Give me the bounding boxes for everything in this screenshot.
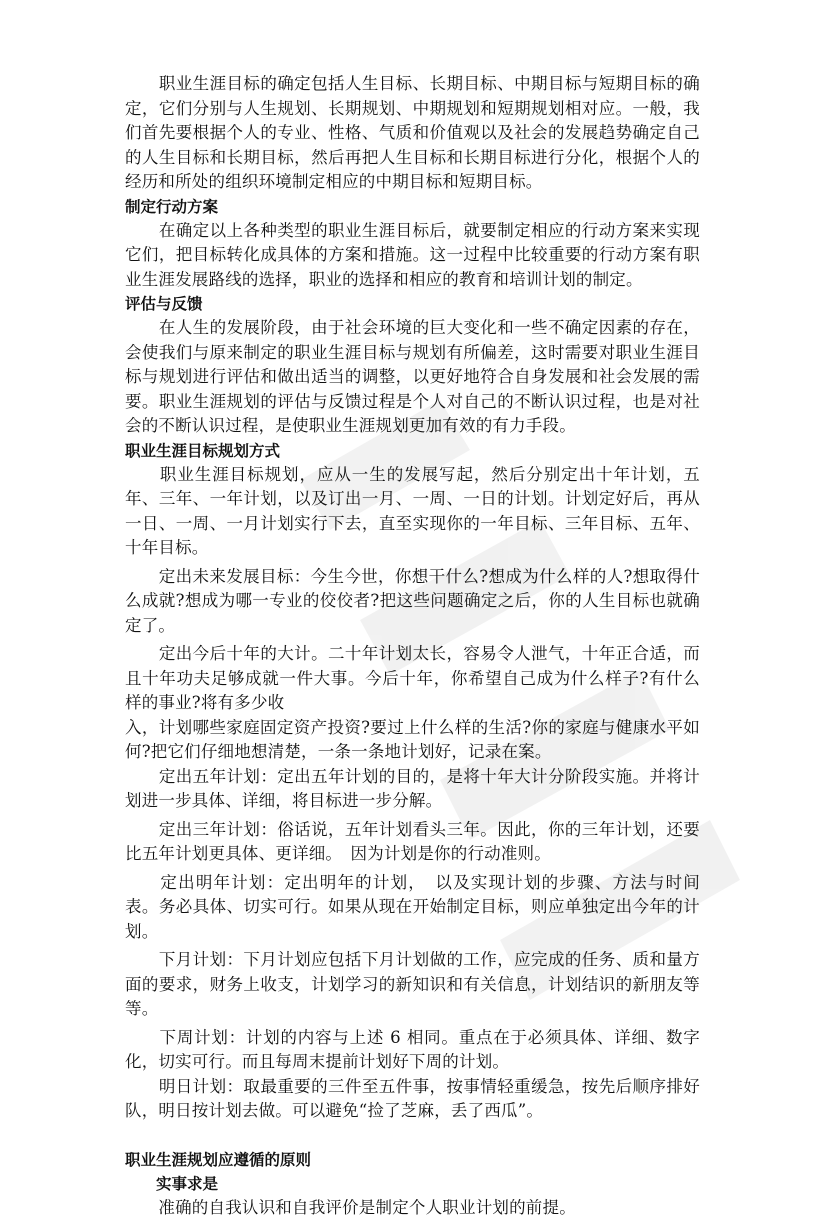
paragraph-three-year-plan: 定出三年计划：俗话说，五年计划看头三年。因此，你的三年计划，还要比五年计划更具体、更详细。 因为计划是你的行动准则。 (125, 818, 700, 867)
paragraph-self-assessment: 准确的自我认识和自我评价是制定个人职业计划的前提。 (125, 1196, 700, 1220)
paragraph-ten-year-plan-a: 定出今后十年的大计。二十年计划太长，容易令人泄气，十年正合适，而且十年功夫足够成就一件大事。今后十年，你希望自己成为什么样子?有什么样的事业?将有多少收 (125, 642, 700, 716)
paragraph-next-month-plan: 下月计划：下月计划应包括下月计划做的工作，应完成的任务、质和量方面的要求，财务上收支，计划学习的新知识和有关信息，计划结识的新朋友等等。 (125, 948, 700, 1022)
subheading-fact-based: 实事求是 (125, 1172, 700, 1196)
paragraph-ten-year-plan-b: 入，计划哪些家庭固定资产投资?要过上什么样的生活?你的家庭与健康水平如何?把它们仔细地想清楚，一条一条地计划好，记录在案。 (125, 716, 700, 765)
paragraph-action-plan: 在确定以上各种类型的职业生涯目标后，就要制定相应的行动方案来实现它们，把目标转化成具体的方案和措施。这一过程中比较重要的行动方案有职业生涯发展路线的选择，职业的选择和相应的教育和培训计划的制定。 (125, 219, 700, 293)
document-body (125, 72, 700, 1220)
paragraph-tomorrow-plan: 明日计划：取最重要的三件至五件事，按事情轻重缓急，按先后顺序排好队，明日按计划去做。可以避免“捡了芝麻，丢了西瓜”。 (125, 1075, 700, 1124)
paragraph-five-year-plan: 定出五年计划：定出五年计划的目的，是将十年大计分阶段实施。并将计划进一步具体、详细，将目标进一步分解。 (125, 765, 700, 814)
heading-planning-method: 职业生涯目标规划方式 (125, 439, 700, 463)
heading-action-plan: 制定行动方案 (125, 195, 700, 219)
paragraph-next-week-plan: 下周计划：计划的内容与上述 6 相同。重点在于必须具体、详细、数字化，切实可行。而且每周末提前计划好下周的计划。 (125, 1026, 700, 1075)
paragraph-goal-setting: 职业生涯目标的确定包括人生目标、长期目标、中期目标与短期目标的确定，它们分别与人生规划、长期规划、中期规划和短期规划相对应。一般，我们首先要根据个人的专业、性格、气质和价值观以及社会的发展趋势确定自己的人生目标和长期目标，然后再把人生目标和长期目标进行分化，根据个人的经历和所处的组织环境制定相应的中期目标和短期目标。 (125, 72, 700, 195)
paragraph-next-year-plan: 定出明年计划：定出明年的计划， 以及实现计划的步骤、方法与时间表。务必具体、切实可行。如果从现在开始制定目标，则应单独定出今年的计划。 (125, 871, 700, 945)
paragraph-future-goal: 定出未来发展目标：今生今世，你想干什么?想成为什么样的人?想取得什么成就?想成为哪一专业的佼佼者?把这些问题确定之后，你的人生目标也就确定了。 (125, 565, 700, 639)
heading-evaluation: 评估与反馈 (125, 292, 700, 316)
paragraph-evaluation: 在人生的发展阶段，由于社会环境的巨大变化和一些不确定因素的存在，会使我们与原来制定的职业生涯目标与规划有所偏差，这时需要对职业生涯目标与规划进行评估和做出适当的调整，以更好地符合自身发展和社会发展的需要。职业生涯规划的评估与反馈过程是个人对自己的不断认识过程，也是对社会的不断认识过程，是使职业生涯规划更加有效的有力手段。 (125, 316, 700, 439)
paragraph-planning-method: 职业生涯目标规划，应从一生的发展写起，然后分别定出十年计划，五年、三年、一年计划，以及订出一月、一周、一日的计划。计划定好后，再从一日、一周、一月计划实行下去，直至实现你的一年目标、三年目标、五年、十年目标。 (125, 463, 700, 561)
heading-principles: 职业生涯规划应遵循的原则 (125, 1148, 700, 1172)
